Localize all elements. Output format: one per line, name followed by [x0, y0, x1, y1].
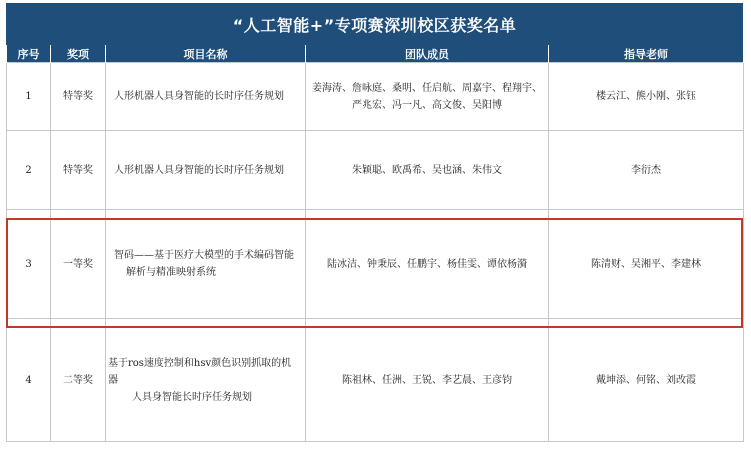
table-row [7, 131, 744, 210]
cell-index: 3 [7, 210, 51, 319]
project-line: 人形机器人具身智能的长时序任务规划 [114, 91, 284, 102]
cell-index: 4 [7, 319, 51, 442]
header-project: 项目名称 [106, 45, 306, 63]
cell-advisor: 李衍杰 [549, 131, 744, 210]
cell-project [106, 131, 306, 210]
award-sheet [6, 3, 743, 442]
cell-project [106, 319, 306, 442]
cell-award: 特等奖 [51, 131, 106, 210]
header-advisor: 指导老师 [549, 45, 744, 63]
cell-team [306, 63, 549, 131]
cell-award: 特等奖 [51, 63, 106, 131]
cell-project [106, 210, 306, 319]
table-row [7, 319, 744, 442]
cell-project [106, 63, 306, 131]
cell-award: 二等奖 [51, 319, 106, 442]
header-team: 团队成员 [306, 45, 549, 63]
team-line: 朱颖聪、欧禹希、吴也涵、朱伟文 [352, 164, 502, 176]
project-line: 人形机器人具身智能的长时序任务规划 [114, 164, 284, 176]
cell-index: 2 [7, 131, 51, 210]
cell-team [306, 210, 549, 319]
header-row [7, 45, 744, 63]
team-line: 姜海涛、詹咏庭、桑明、任启航、周嘉宇、程翔宇、 [312, 82, 542, 94]
cell-index: 1 [7, 63, 51, 131]
cell-team [306, 131, 549, 210]
table-row [7, 210, 744, 319]
table-row [7, 63, 744, 131]
cell-advisor: 陈清财、吴湘平、李建林 [549, 210, 744, 319]
cell-advisor: 戴坤添、何铭、刘改霞 [549, 319, 744, 442]
header-award: 奖项 [51, 45, 106, 63]
cell-team [306, 319, 549, 442]
project-line: 智码——基于医疗大模型的手术编码智能 [114, 250, 294, 261]
project-line: 人具身智能长时序任务规划 [132, 391, 252, 403]
project-line: 基于ros速度控制和hsv颜色识别抓取的机器 [108, 357, 292, 386]
cell-award: 一等奖 [51, 210, 106, 319]
project-line: 解析与精准映射系统 [126, 267, 216, 278]
award-table [6, 45, 744, 442]
cell-advisor: 楼云江、熊小刚、张钰 [549, 63, 744, 131]
team-line: 陈祖林、任洲、王锐、李艺晨、王彦钧 [342, 374, 512, 386]
sheet-title: “人工智能+”专项赛深圳校区获奖名单 [6, 3, 743, 45]
team-line: 严兆宏、冯一凡、高文俊、吴阳博 [352, 99, 502, 111]
team-line: 陆冰洁、钟秉辰、任鹏宇、杨佳雯、谭依杨漪 [327, 258, 527, 270]
header-index: 序号 [7, 45, 51, 63]
